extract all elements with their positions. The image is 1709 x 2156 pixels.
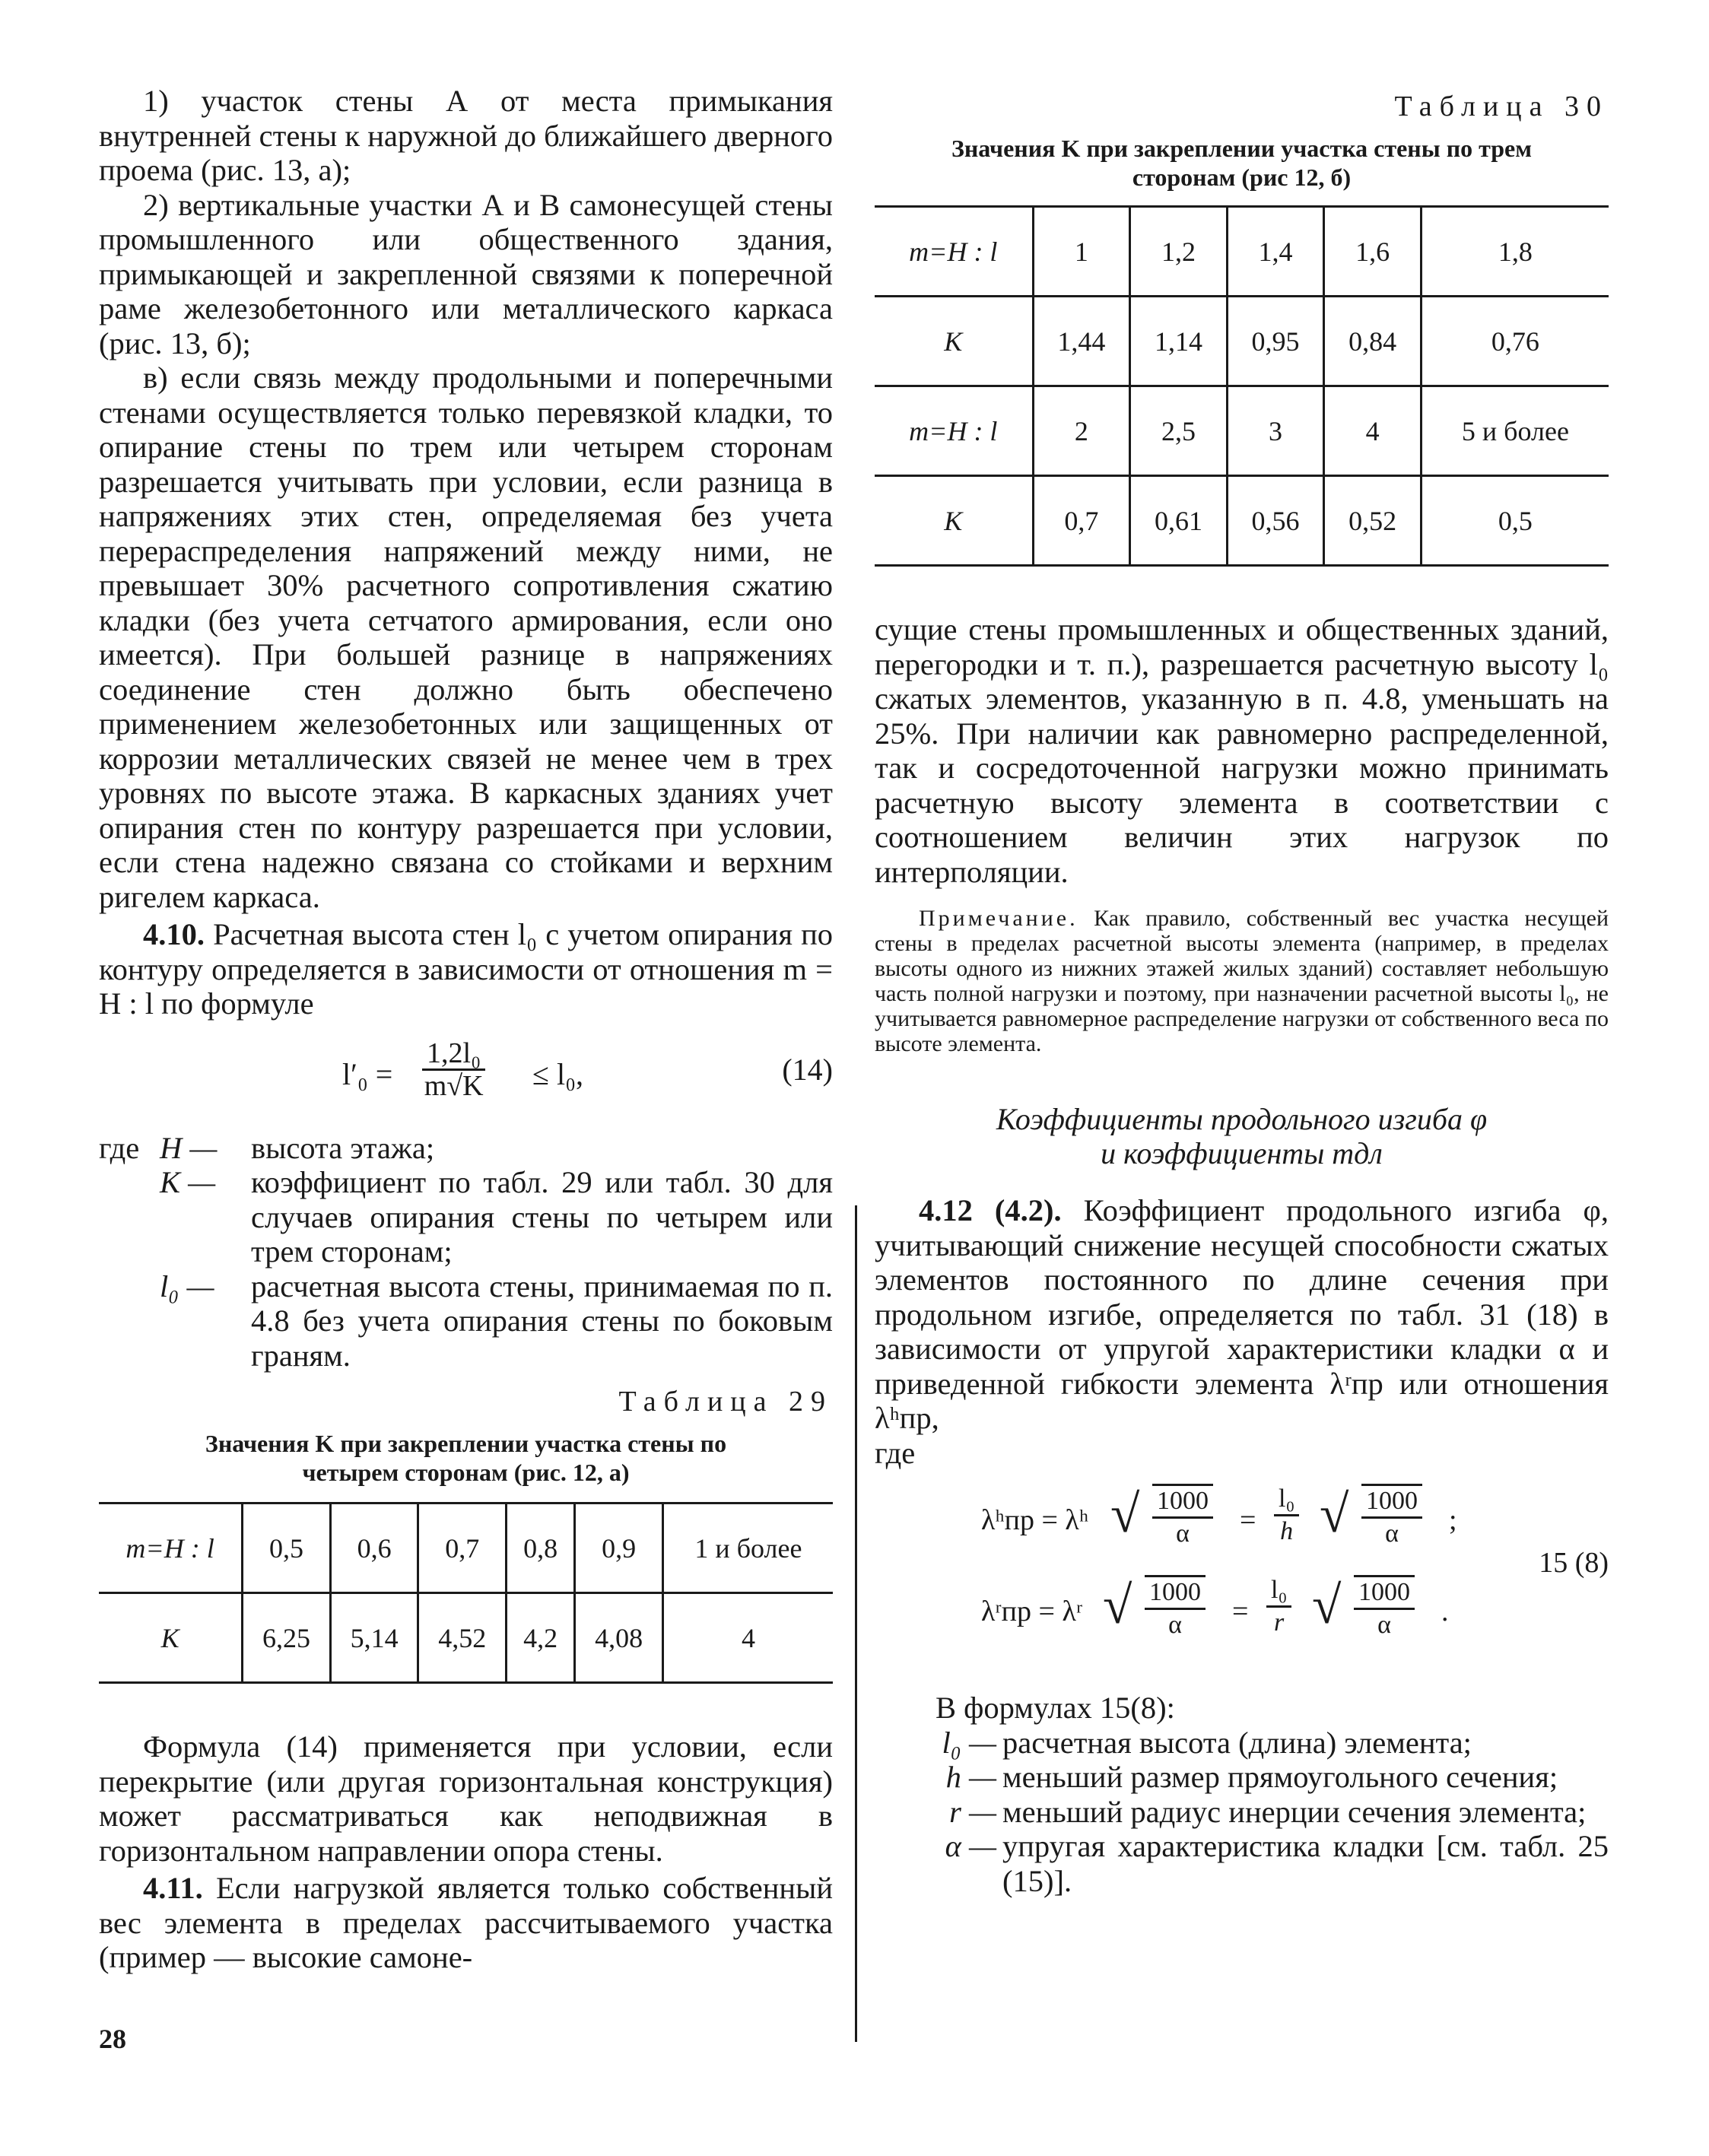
- table-cell: 5 и более: [1421, 386, 1609, 476]
- formula-numerator: l₀: [1274, 1484, 1299, 1516]
- clause-text: Если нагрузкой является только собственный вес элемента в пределах рассчитываемого участка (пример — высокие самоне-: [99, 1871, 833, 1974]
- formula-end: .: [1441, 1596, 1449, 1627]
- paragraph: 1) участок стены А от места примыкания внутренней стены к наружной до ближайшего дверного проема (рис. 13, а);: [99, 84, 833, 187]
- def-text: высота этажа;: [251, 1130, 435, 1165]
- formula-intro: В формулах 15(8):: [936, 1691, 1175, 1725]
- clause-number: 4.10.: [143, 917, 205, 951]
- formula-lhs: l′₀ =: [342, 1056, 393, 1091]
- table-row: [875, 476, 1609, 566]
- page-number: 28: [99, 2024, 126, 2054]
- table-cell: m=H : l: [875, 386, 1033, 476]
- table-cell: 1,6: [1324, 207, 1422, 297]
- paragraph: Формула (14) применяется при условии, если перекрытие (или другая горизонтальная конструкция) может рассматриваться как неподвижная в горизонтальном направлении опора стены.: [99, 1729, 833, 1868]
- formula-end: ;: [1449, 1504, 1457, 1536]
- formula-denominator: m√K: [424, 1069, 484, 1102]
- formula-numerator: 1000: [1361, 1484, 1422, 1519]
- def-text: упругая характеристика кладки [см. табл. 25 (15)].: [1002, 1829, 1609, 1898]
- table-cell: K: [875, 476, 1033, 566]
- sqrt-icon: √: [1312, 1577, 1342, 1635]
- formula-denominator: h: [1280, 1517, 1294, 1545]
- table-cell: K: [875, 297, 1033, 386]
- formula-denominator: α: [1385, 1519, 1399, 1548]
- table-cell: 4,2: [507, 1593, 575, 1683]
- definition-row: [99, 1165, 833, 1269]
- table-cell: K: [99, 1593, 243, 1683]
- table-cell: 0,76: [1421, 297, 1609, 386]
- def-symbol: h —: [945, 1760, 996, 1794]
- definitions-list: [99, 1131, 833, 1373]
- formula-fraction: [422, 1038, 485, 1101]
- column-divider: [855, 1205, 857, 2042]
- table-row: [99, 1593, 833, 1683]
- def-text: меньший размер прямоугольного сечения;: [1002, 1760, 1558, 1794]
- sqrt-icon: √: [1320, 1485, 1349, 1544]
- table-cell: 4: [1324, 386, 1422, 476]
- def-symbol: K —: [160, 1165, 216, 1199]
- formula-denominator: r: [1274, 1608, 1285, 1637]
- heading-line: Коэффициенты продольного изгиба φ: [996, 1102, 1488, 1136]
- formula-lhs: λʳпр = λʳ: [981, 1596, 1083, 1627]
- paragraph: 2) вертикальные участки А и В самонесущей стены промышленного или общественного здания, примыкающей и закрепленной связями к поперечной раме железобетонного или металлического каркаса (рис. 13, б);: [99, 187, 833, 360]
- table-29-title: Значения K при закреплении участка стены по четырем сторонам (рис. 12, а): [205, 1430, 727, 1486]
- note: [875, 906, 1609, 1056]
- formula-fraction: [1152, 1484, 1213, 1549]
- table-cell: 0,52: [1324, 476, 1422, 566]
- formula-denominator: α: [1176, 1519, 1190, 1548]
- def-text: расчетная высота (длина) элемента;: [1002, 1725, 1472, 1760]
- table-cell: 3: [1227, 386, 1324, 476]
- where-word: где: [99, 1130, 140, 1165]
- def-symbol: α —: [945, 1829, 996, 1863]
- table-cell: 1 и более: [662, 1503, 833, 1593]
- definition-row: [875, 1726, 1609, 1761]
- definition-row: [99, 1131, 833, 1166]
- table-cell: m=H : l: [875, 207, 1033, 297]
- formula-numerator: 1,2l₀: [422, 1038, 485, 1071]
- clause-number: 4.11.: [143, 1871, 203, 1905]
- table-cell: 1: [1033, 207, 1130, 297]
- def-symbol: l₀ —: [942, 1725, 996, 1760]
- table-cell: 0,84: [1324, 297, 1422, 386]
- sqrt-icon: √: [1103, 1577, 1132, 1635]
- def-symbol: l₀ —: [160, 1269, 214, 1303]
- table-cell: 0,7: [1033, 476, 1130, 566]
- table-30-title: Значения K при закреплении участка стены по трем сторонам (рис 12, б): [951, 135, 1533, 191]
- table-cell: 6,25: [243, 1593, 331, 1683]
- formula-label: 15 (8): [1539, 1547, 1609, 1579]
- left-column: [99, 84, 833, 1975]
- formula-equals: =: [1232, 1596, 1249, 1627]
- formula-numerator: 1000: [1145, 1575, 1206, 1610]
- note-label: Примечание.: [919, 906, 1078, 931]
- right-column: [875, 90, 1609, 1898]
- definition-row: [875, 1760, 1609, 1795]
- table-cell: 0,5: [243, 1503, 331, 1593]
- formula-fraction: [1266, 1575, 1291, 1638]
- note-text: Как правило, собственный вес участка несущей стены в пределах расчетной высоты элемента (например, в пределах высоты одного из нижних этажей жилых зданий) составляет небольшую часть полной нагрузки и поэтому, при назначении расчетной высоты l₀, не учитывается равномерное распределение нагрузки от собственного веса по высоте элемента.: [875, 906, 1609, 1056]
- table-cell: 1,4: [1227, 207, 1324, 297]
- table-cell: 2,5: [1130, 386, 1228, 476]
- paragraph-4-11: [99, 1871, 833, 1975]
- definition-row: [875, 1795, 1609, 1830]
- table-cell: 1,14: [1130, 297, 1228, 386]
- formula-fraction: [1354, 1575, 1415, 1640]
- table-cell: 1,8: [1421, 207, 1609, 297]
- table-30-label: Таблица 30: [1394, 90, 1609, 122]
- formula-denominator: α: [1377, 1611, 1391, 1639]
- table-cell: 0,7: [418, 1503, 507, 1593]
- clause-text: Коэффициент продольного изгиба φ, учитывающий снижение несущей способности сжатых элементов постоянного по длине сечения при продольном изгибе, определяется по табл. 31 (18) в зависимости от упругой характеристики кладки α и приведенной гибкости элемента λʳпр или отношения λʰпр,: [875, 1193, 1609, 1435]
- table-cell: 0,56: [1227, 476, 1324, 566]
- def-text: коэффициент по табл. 29 или табл. 30 для случаев опирания стены по четырем или трем сторонам;: [251, 1165, 833, 1269]
- table-row: [875, 207, 1609, 297]
- clause-text: Расчетная высота стен l₀ с учетом опирания по контуру определяется в зависимости от отношения m = H : l по формуле: [99, 917, 833, 1021]
- table-cell: 1,44: [1033, 297, 1130, 386]
- sqrt-icon: √: [1110, 1485, 1140, 1544]
- table-cell: 4: [662, 1593, 833, 1683]
- where-word: где: [875, 1435, 916, 1470]
- table-cell: 2: [1033, 386, 1130, 476]
- formula-fraction: [1145, 1575, 1206, 1640]
- formula-numerator: 1000: [1354, 1575, 1415, 1610]
- def-text: меньший радиус инерции сечения элемента;: [1002, 1794, 1587, 1829]
- table-cell: 4,52: [418, 1593, 507, 1683]
- paragraph: сущие стены промышленных и общественных зданий, перегородки и т. п.), разрешается расчетную высоту l₀ сжатых элементов, указанную в п. 4.8, уменьшать на 25%. При наличии как равномерно распределенной, так и сосредоточенной нагрузки можно принимать расчетную высоту элемента в соответствии с соотношением величин этих нагрузок по интерполяции.: [875, 612, 1609, 889]
- formula-numerator: 1000: [1152, 1484, 1213, 1519]
- def-symbol: H —: [160, 1130, 218, 1165]
- table-cell: 0,8: [507, 1503, 575, 1593]
- table-cell: 4,08: [575, 1593, 663, 1683]
- definition-row: [875, 1829, 1609, 1898]
- formula-fraction: [1274, 1484, 1299, 1547]
- formula-rhs: ≤ l₀,: [532, 1056, 584, 1091]
- table-cell: 1,2: [1130, 207, 1228, 297]
- paragraph-4-10: [99, 917, 833, 1021]
- def-text: расчетная высота стены, принимаемая по п. 4.8 без учета опирания стены по боковым граням.: [251, 1269, 833, 1373]
- table-row: [875, 297, 1609, 386]
- table-cell: m=H : l: [99, 1503, 243, 1593]
- formula-14: [99, 1021, 833, 1128]
- formula-fraction: [1361, 1484, 1422, 1549]
- table-row: [875, 386, 1609, 476]
- table-cell: 5,14: [330, 1593, 418, 1683]
- definition-row: [99, 1269, 833, 1373]
- formula-lhs: λʰпр = λʰ: [981, 1504, 1089, 1536]
- clause-number: 4.12 (4.2).: [919, 1193, 1062, 1227]
- paragraph: в) если связь между продольными и поперечными стенами осуществляется только перевязкой кладки, то опирание стены по трем или четырем сторонам разрешается учитывать при условии, если разница в напряжениях этих стен, определяемая без учета перераспределения напряжений между ними, не превышает 30% расчетного сопротивления сжатию кладки (без учета сетчатого армирования, если оно имеется). При большей разнице в напряжениях соединение стен должно быть обеспечено применением железобетонных или защищенных от коррозии металлических связей не менее чем в трех уровнях по высоте этажа. В каркасных зданиях учет опирания стен по контуру разрешается при условии, если стена надежно связана со стойками и верхним ригелем каркаса.: [99, 360, 833, 914]
- formula-15: [875, 1470, 1609, 1675]
- formula-numerator: l₀: [1266, 1575, 1291, 1608]
- paragraph-4-12: [875, 1193, 1609, 1436]
- table-row: [99, 1503, 833, 1593]
- table-cell: 0,6: [330, 1503, 418, 1593]
- section-heading: [875, 1102, 1609, 1170]
- heading-line: и коэффициенты mдл: [1101, 1136, 1383, 1170]
- formula-label: (14): [782, 1052, 833, 1087]
- table-29: [99, 1502, 833, 1684]
- formula-equals: =: [1240, 1504, 1256, 1536]
- def-symbol: r —: [949, 1794, 996, 1829]
- table-cell: 0,5: [1421, 476, 1609, 566]
- table-29-label: Таблица 29: [618, 1386, 833, 1418]
- definitions-list: [875, 1726, 1609, 1899]
- formula-denominator: α: [1168, 1611, 1182, 1639]
- table-cell: 0,95: [1227, 297, 1324, 386]
- table-cell: 0,61: [1130, 476, 1228, 566]
- table-30: [875, 205, 1609, 567]
- table-cell: 0,9: [575, 1503, 663, 1593]
